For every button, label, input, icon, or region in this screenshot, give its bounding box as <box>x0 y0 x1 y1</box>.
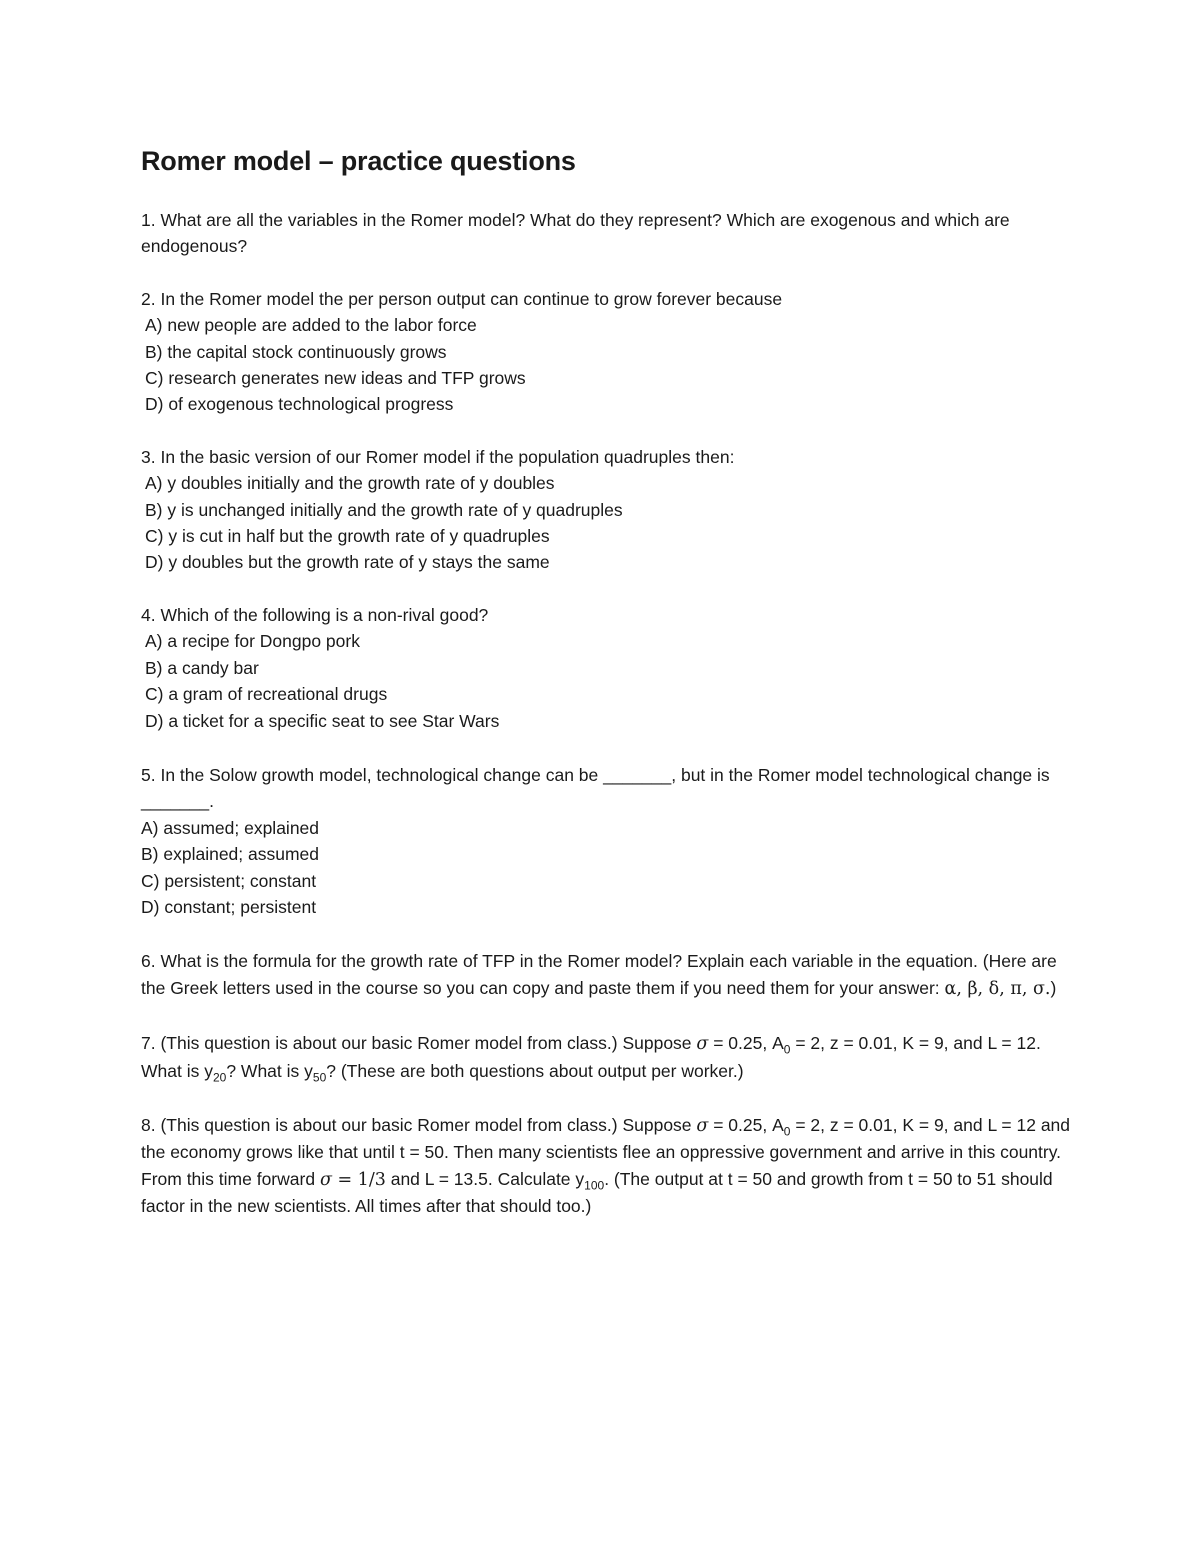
question-number: 2. <box>141 288 156 309</box>
option-c: C) research generates new ideas and TFP grows <box>145 368 526 389</box>
option-a: A) y doubles initially and the growth rate of y doubles <box>145 473 555 494</box>
question-4 <box>141 602 1071 734</box>
option-d: D) of exogenous technological progress <box>145 394 454 415</box>
sigma-symbol: σ <box>696 1115 709 1136</box>
option-a: A) new people are added to the labor force <box>145 315 477 336</box>
question-8 <box>141 1112 1071 1220</box>
option-d: D) constant; persistent <box>141 896 317 917</box>
question-5-stem: 5. In the Solow growth model, technological change can be _______, but in the Romer model technological change is _______. <box>141 764 1050 812</box>
option-c: C) persistent; constant <box>141 870 317 891</box>
question-2-stem: 2. In the Romer model the per person output can continue to grow forever because <box>141 288 783 309</box>
question-5 <box>141 762 1071 920</box>
equation: = 1/3 <box>331 1169 386 1190</box>
option-b: B) a candy bar <box>145 657 259 678</box>
question-7 <box>141 1030 1071 1084</box>
option-b: B) y is unchanged initially and the growth rate of y quadruples <box>145 499 623 520</box>
option-b: B) explained; assumed <box>141 844 320 865</box>
option-b: B) the capital stock continuously grows <box>145 341 447 362</box>
question-number: 6. <box>141 951 156 972</box>
question-1-text: 1. What are all the variables in the Romer model? What do they represent? Which are exogenous and which are endogenous? <box>141 210 1010 257</box>
option-d: D) a ticket for a specific seat to see Star Wars <box>145 710 500 731</box>
sigma-symbol: σ <box>319 1169 332 1190</box>
option-a: A) a recipe for Dongpo pork <box>145 631 360 652</box>
question-3-stem: 3. In the basic version of our Romer model if the population quadruples then: <box>141 446 735 467</box>
question-number: 5. <box>141 764 156 785</box>
question-1 <box>141 207 1071 260</box>
sigma-symbol: σ <box>696 1034 709 1055</box>
question-2 <box>141 286 1071 418</box>
question-number: 8. <box>141 1114 156 1135</box>
question-3 <box>141 444 1071 576</box>
question-6 <box>141 948 1071 1002</box>
option-d: D) y doubles but the growth rate of y stays the same <box>145 552 550 573</box>
question-8-text: 8. (This question is about our basic Romer model from class.) Suppose σ = 0.25, $A_0 = 2$, z = 0.01, K = 9, and L = 12 and the economy grows like that until t = 50. Then many scientists flee an oppressive government and arrive in this country. From this time forward σ = 1/3 and L = 13.5. Calculate $y_{100}$. (The output at t = 50 and growth from t = 50 to 51 should factor in the new scientists. All times after that should too.) <box>141 1114 1071 1217</box>
document-content <box>141 143 1071 1220</box>
greek-letters: α, β, δ, π, σ. <box>944 978 1051 999</box>
question-4-stem: 4. Which of the following is a non-rival good? <box>141 604 489 625</box>
option-a: A) assumed; explained <box>141 817 320 838</box>
question-6-text: 6. What is the formula for the growth rate of TFP in the Romer model? Explain each variable in the equation. (Here are the Greek letters used in the course so you can copy and paste them if you need them for your answer: α, β, δ, π, σ.) <box>141 951 1057 999</box>
question-7-text: 7. (This question is about our basic Romer model from class.) Suppose σ = 0.25, $A_0 = 2$, z = 0.01, K = 9, and L = 12. What is $y_{20}$? What is $y_{50}$? (These are both questions about output per worker.) <box>141 1033 1041 1085</box>
question-number: 4. <box>141 604 156 625</box>
option-c: C) y is cut in half but the growth rate of y quadruples <box>145 526 550 547</box>
question-number: 3. <box>141 446 156 467</box>
question-number: 7. <box>141 1033 156 1054</box>
option-c: C) a gram of recreational drugs <box>145 684 388 705</box>
page-title: Romer model – practice questions <box>141 146 576 176</box>
